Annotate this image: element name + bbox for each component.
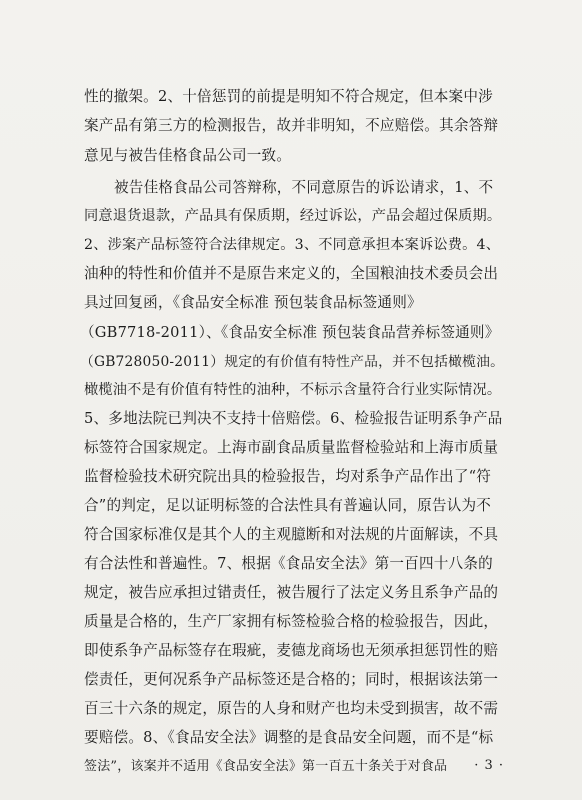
text-line: 规定，被告应承担过错责任，被告履行了法定义务且系争产品的: [84, 584, 499, 601]
text-line: 签法”，该案并不适用《食品安全法》第一百五十条关于对食品: [84, 759, 448, 774]
page-number: · 3 ·: [474, 758, 504, 773]
text-line: 被告佳格食品公司答辩称，不同意原告的诉讼请求，1、不: [114, 179, 494, 196]
text-line: 要赔偿。8、《食品安全法》调整的是食品安全问题，而不是“标: [84, 729, 494, 746]
text-line: 案产品有第三方的检测报告，故并非明知，不应赔偿。其余答辩: [84, 117, 499, 134]
text-line: 标签符合国家规定。上海市副食品质量监督检验站和上海市质量: [84, 439, 499, 456]
text-line: 具过回复函，《食品安全标准 预包装食品标签通则》: [84, 294, 422, 311]
text-line: 符合国家标准仅是其个人的主观臆断和对法规的片面解读，不具: [84, 526, 499, 543]
text-line: 偿责任，更何况系争产品标签还是合格的；同时，根据该法第一: [84, 671, 499, 688]
text-line: （GB728050-2011）规定的有价值有特性产品，并不包括橄榄油。: [80, 354, 505, 370]
text-line: 意见与被告佳格食品公司一致。: [84, 147, 292, 164]
text-line: 质量是合格的，生产厂家拥有标签检验合格的检验报告，因此，: [84, 613, 499, 630]
text-line: （GB7718-2011）、《食品安全标准 预包装食品营养标签通则》: [80, 324, 500, 341]
text-line: 油种的特性和价值并不是原告来定义的，全国粮油技术委员会出: [84, 265, 499, 282]
text-line: 橄榄油不是有价值有特性的油种，不标示含量符合行业实际情况。: [84, 382, 502, 398]
text-line: 有合法性和普遍性。7、根据《食品安全法》第一百四十八条的: [84, 555, 493, 572]
text-line: 性的撤架。2、十倍惩罚的前提是明知不符合规定，但本案中涉: [84, 88, 493, 105]
text-line: 即使系争产品标签存在瑕疵，麦德龙商场也无须承担惩罚性的赔: [84, 642, 499, 659]
text-line: 5、多地法院已判决不支持十倍赔偿。6、检验报告证明系争产品: [84, 410, 503, 427]
text-line: 合”的判定，足以证明标签的合法性具有普遍认同，原告认为不: [84, 497, 492, 514]
text-line: 2、涉案产品标签符合法律规定。3、不同意承担本案诉讼费。4、: [84, 237, 501, 253]
text-line: 同意退货退款，产品具有保质期，经过诉讼，产品会超过保质期。: [84, 208, 502, 224]
text-line: 百三十六条的规定，原告的人身和财产也均未受到损害，故不需: [84, 700, 499, 717]
text-line: 监督检验技术研究院出具的检验报告，均对系争产品作出了“符: [84, 468, 492, 485]
